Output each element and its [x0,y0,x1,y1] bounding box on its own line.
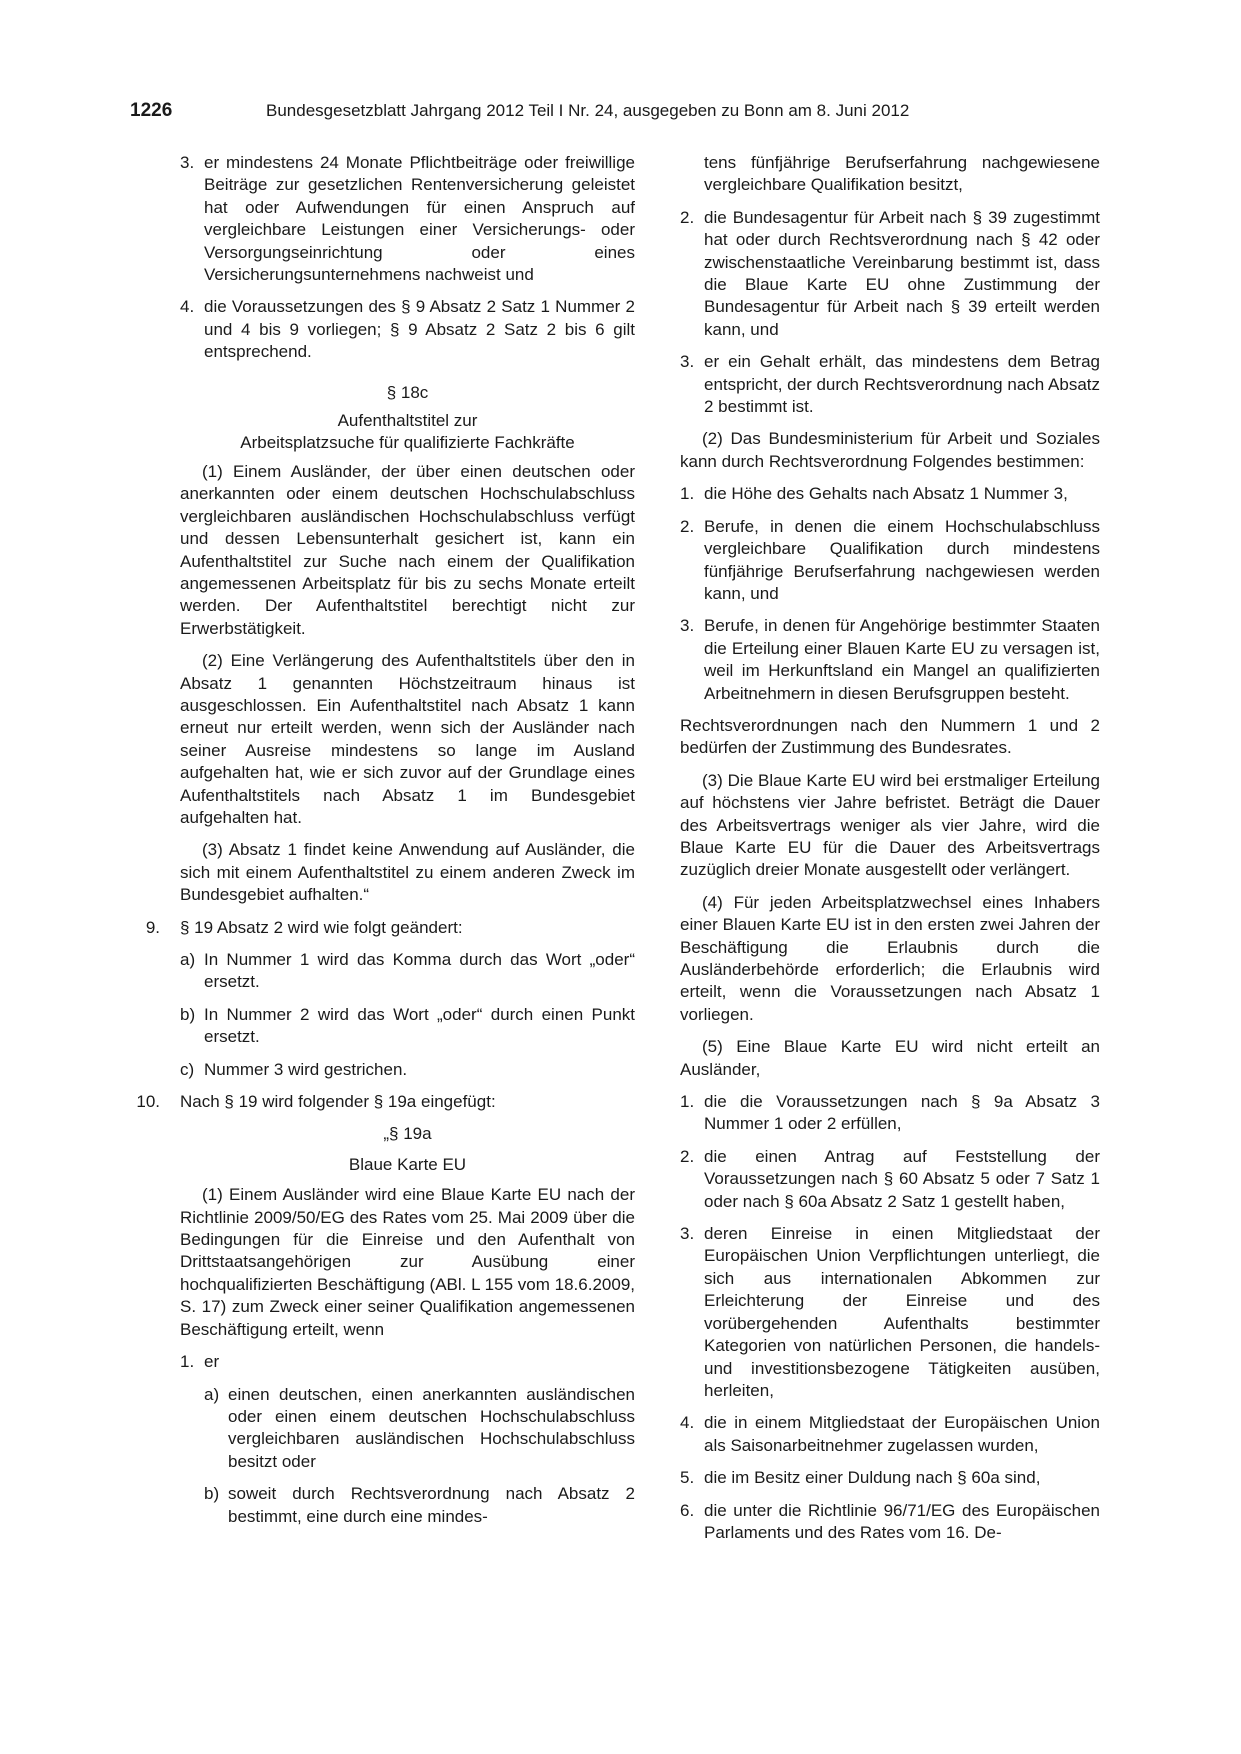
list-item [680,1146,1100,1213]
item-number: 1. [680,1092,695,1112]
item-number: a) [204,1384,220,1404]
item-number: 3. [180,153,195,172]
section-title: Aufenthaltstitel zur [337,411,478,431]
item-number: 5. [680,1468,695,1488]
paragraph: (3) Die Blaue Karte EU wird bei erstmaliger Erteilung auf höchstens vier Jahre befristet. Beträgt die Dauer des Arbeitsvertrags weniger als vier Jahre, wird die Blaue Karte EU für die Dauer des Arbeitsvertrags zuzüglich dreier Monate ausgestellt oder verlängert. [680,770,1100,880]
item-text: Nummer 3 wird gestrichen. [204,1059,408,1079]
paragraph: Rechtsverordnungen nach den Nummern 1 und 2 bedürfen der Zustimmung des Bundesrates. [680,715,1100,758]
item-number: 6. [680,1500,695,1520]
item-text: Nach § 19 wird folgender § 19a eingefügt: [180,1092,496,1112]
paragraph: (1) Einem Ausländer wird eine Blaue Karte EU nach der Richtlinie 2009/50/EG des Rates vom 25. Mai 2009 über die Bedingungen für die Einreise und den Aufenthalt von Drittstaatsangehörigen zur Ausübung einer hochqualifizierten Beschäftigung (ABl. L 155 vom 18.6.2009, S. 17) zum Zweck einer seiner Qualifikation angemessenen Beschäftigung erteilt, wenn [180,1185,635,1339]
item-text: Berufe, in denen die einem Hochschulabschluss vergleichbare Qualifikation durch mindestens fünfjährige Berufserfahrung nachgewiesen werden kann, und [704,516,1100,603]
item-text: In Nummer 2 wird das Wort „oder“ durch einen Punkt ersetzt. [204,1004,635,1047]
amendment-item [132,1091,635,1113]
item-number: 10. [136,1092,160,1112]
paragraph: (2) Eine Verlängerung des Aufenthaltstitels über den in Absatz 1 genannten Höchstzeitraum hinaus ist ausgeschlossen. Ein Aufenthaltstitel nach Absatz 1 kann erneut nur erteilt werden, wenn sich der Ausländer nach seiner Ausreise mindestens so lange im Ausland aufgehalten hat, wie er sich zuvor auf der Grundlage eines Aufenthaltstitels nach Absatz 1 im Bundesgebiet aufgehalten hat. [180,651,635,827]
list-item [180,296,635,363]
item-number: 3. [680,352,695,372]
item-text: er [204,1352,220,1372]
amendment-item [132,917,635,939]
item-text: die Bundesagentur für Arbeit nach § 39 zugestimmt hat oder durch Rechtsverordnung nach § 42 oder zwischenstaatliche Vereinbarung bestimmt ist, dass die Blaue Karte EU ohne Zustimmung der Bundesagentur für Arbeit nach § 39 erteilt werden kann, und [704,207,1100,339]
list-item [680,207,1100,341]
item-text: In Nummer 1 wird das Komma durch das Wort „oder“ ersetzt. [204,950,635,992]
list-item [680,1223,1100,1402]
item-number: 4. [680,1413,695,1433]
item-number: 2. [680,516,695,536]
item-number: 3. [680,1224,695,1244]
paragraph: (2) Das Bundesministerium für Arbeit und Soziales kann durch Rechtsverordnung Folgendes bestimmen: [680,429,1100,471]
item-number: 9. [145,917,160,937]
list-item [680,516,1100,606]
page-header [130,100,1110,130]
running-head: Bundesgesetzblatt Jahrgang 2012 Teil I Nr. 24, ausgegeben zu Bonn am 8. Juni 2012 [266,101,910,120]
section-title: Arbeitsplatzsuche für qualifizierte Fachkräfte [240,433,575,453]
item-text: einen deutschen, einen anerkannten ausländischen oder einen einem deutschen Hochschulabschluss vergleichbaren ausländischen Hochschulabschluss besitzt oder [228,1384,635,1471]
item-text: die unter die Richtlinie 96/71/EG des Europäischen Parlaments und des Rates vom 16. De- [704,1500,1100,1542]
item-number: 4. [180,297,195,317]
item-text: die einen Antrag auf Feststellung der Voraussetzungen nach § 60 Absatz 5 oder 7 Satz 1 oder nach § 60a Absatz 2 Satz 1 gestellt haben, [704,1146,1100,1211]
list-item [180,949,635,994]
item-number: 3. [680,616,695,636]
item-number: 1. [680,484,695,504]
list-subitem [180,1384,635,1474]
list-item [680,1412,1100,1457]
paragraph: (1) Einem Ausländer, der über einen deutschen oder anerkannten oder einem deutschen Hochschulabschluss vergleichbaren ausländischen Hochschulabschluss verfügt und dessen Lebensunterhalt gesichert ist, kann ein Aufenthaltstitel zur Suche nach einem der Qualifikation angemessenen Arbeitsplatz für bis zu sechs Monate erteilt werden. Der Aufenthaltstitel berechtigt nicht zur Erwerbstätigkeit. [180,461,635,638]
item-text: deren Einreise in einen Mitgliedstaat der Europäischen Union Verpflichtungen unterliegt, die sich aus internationalen Abkommen zur Erleichterung der Einreise und des vorübergehenden Aufenthalts bestimmter Kategorien von natürlichen Personen, die handels- und investitionsbezogene Tätigkeiten ausüben, herleiten, [704,1224,1100,1400]
item-number: 1. [180,1352,195,1372]
item-number: b) [180,1004,196,1024]
list-item [180,1004,635,1049]
right-column [680,152,1100,1554]
list-item [680,1091,1100,1136]
list-item [680,1500,1100,1545]
section-heading: „§ 19a [383,1124,432,1144]
list-subitem [180,1483,635,1528]
item-text: er mindestens 24 Monate Pflichtbeiträge oder freiwillige Beiträge zur gesetzlichen Rentenversicherung geleistet hat oder Aufwendungen für einen Anspruch auf vergleichbare Leistungen einer Versicherungs- oder Versorgungseinrichtung oder eines Versicherungsunternehmens nachweist und [204,153,635,285]
item-text: soweit durch Rechtsverordnung nach Absatz 2 bestimmt, eine durch eine mindes- [228,1484,635,1526]
item-text: tens fünfjährige Berufserfahrung nachgewiesene vergleichbare Qualifikation besitzt, [704,153,1100,195]
item-number: b) [204,1484,220,1504]
left-column [136,152,635,1538]
list-item [680,615,1100,705]
item-number: 2. [680,1146,695,1166]
paragraph: (5) Eine Blaue Karte EU wird nicht erteilt an Ausländer, [680,1037,1100,1079]
item-text: Berufe, in denen für Angehörige bestimmter Staaten die Erteilung einer Blauen Karte EU zu versagen ist, weil im Herkunftsland ein Mangel an qualifizierten Arbeitnehmern in diesen Berufsgruppen besteht. [704,616,1100,703]
item-text: § 19 Absatz 2 wird wie folgt geändert: [180,917,463,937]
item-number: a) [180,950,196,969]
list-item [680,1467,1100,1489]
item-number: c) [180,1059,195,1079]
section-title: Blaue Karte EU [348,1154,467,1174]
item-text: die die Voraussetzungen nach § 9a Absatz 3 Nummer 1 oder 2 erfüllen, [704,1092,1100,1134]
paragraph: (4) Für jeden Arbeitsplatzwechsel eines Inhabers einer Blauen Karte EU ist in den ersten zwei Jahren der Beschäftigung die Erlaubnis durch die Ausländerbehörde erforderlich; die Erlaubnis wird erteilt, wenn die Voraussetzungen nach Absatz 1 vorliegen. [680,892,1100,1024]
item-text: die Höhe des Gehalts nach Absatz 1 Nummer 3, [704,484,1068,504]
item-text: die Voraussetzungen des § 9 Absatz 2 Satz 1 Nummer 2 und 4 bis 9 vorliegen; § 9 Absatz 2 Satz 2 bis 6 gilt entsprechend. [204,297,635,362]
item-text: die in einem Mitgliedstaat der Europäischen Union als Saisonarbeitnehmer zugelassen wurden, [704,1413,1100,1455]
item-text: die im Besitz einer Duldung nach § 60a sind, [704,1468,1041,1488]
list-subitem-continued [680,152,1100,197]
section-heading: § 18c [386,382,429,402]
list-item [680,351,1100,418]
list-item [680,483,1100,505]
list-item [180,1351,635,1373]
list-item [180,1059,635,1081]
list-item [180,152,635,286]
page-number: 1226 [130,100,173,121]
paragraph: (3) Absatz 1 findet keine Anwendung auf Ausländer, die sich mit einem Aufenthaltstitel zu einem anderen Zweck im Bundesgebiet aufhalten.“ [180,840,635,905]
item-text: er ein Gehalt erhält, das mindestens dem Betrag entspricht, der durch Rechtsverordnung nach Absatz 2 bestimmt ist. [704,352,1100,417]
item-number: 2. [680,207,695,227]
